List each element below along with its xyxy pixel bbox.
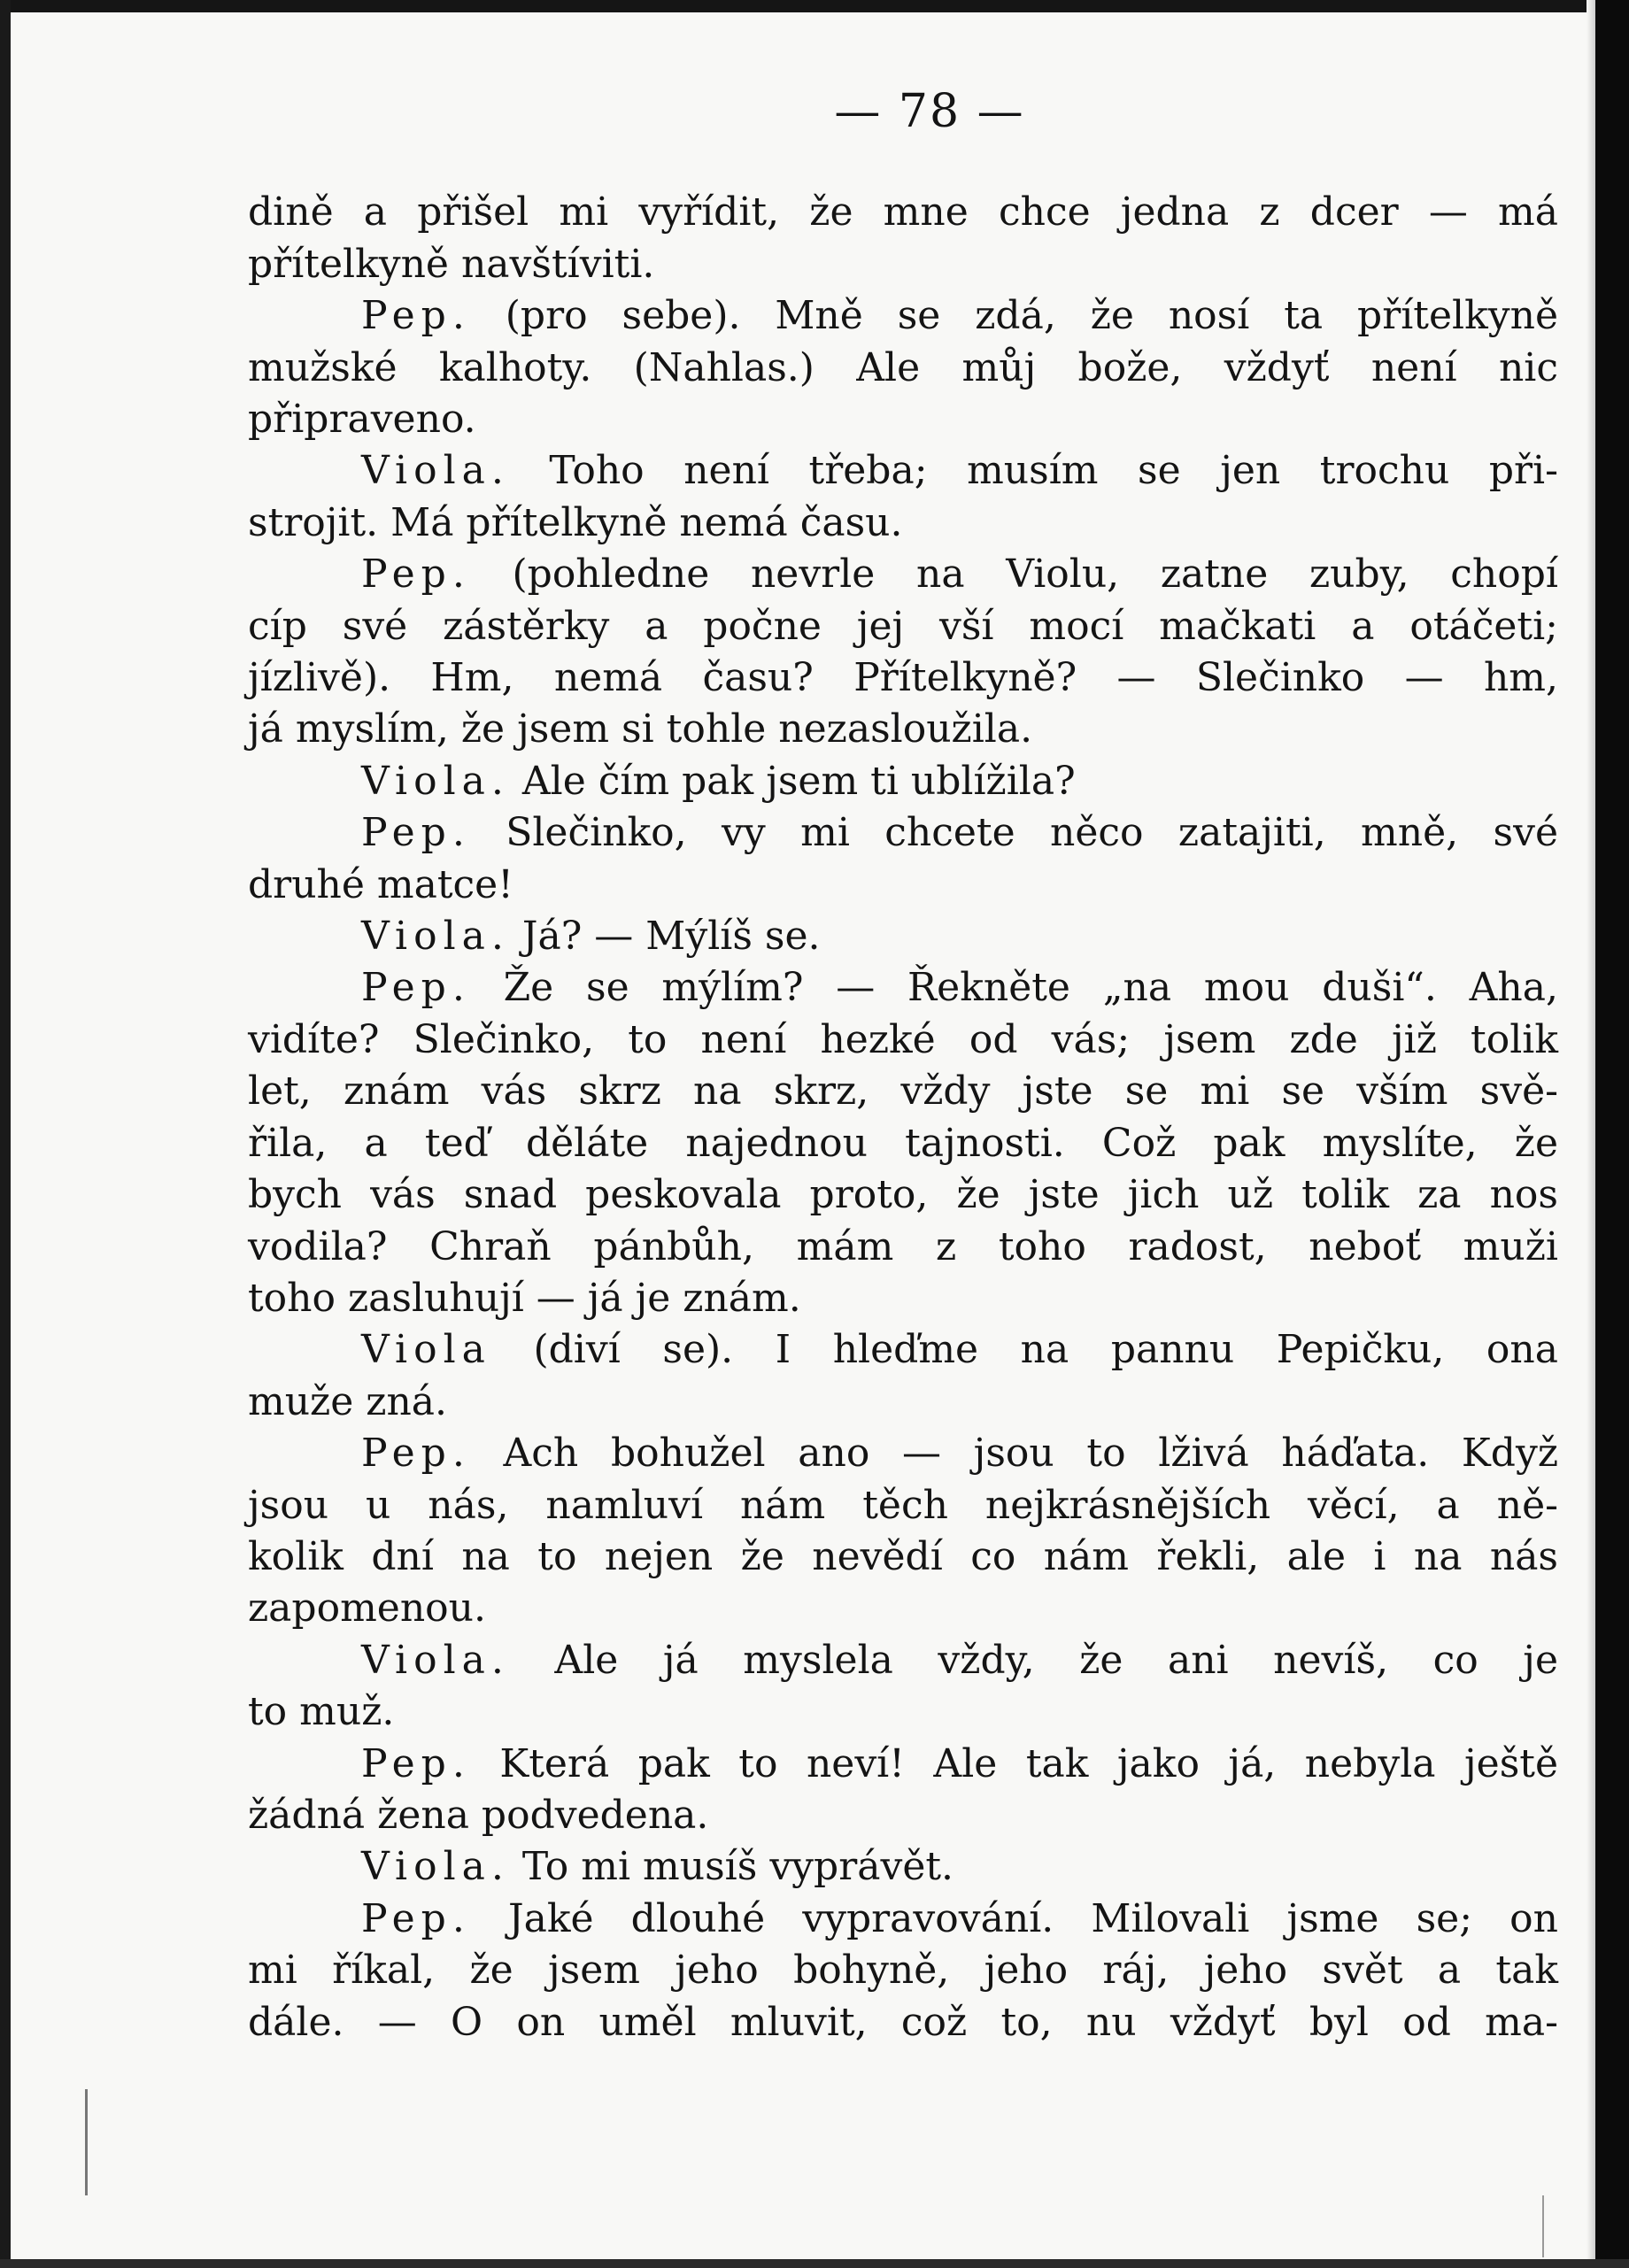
line-text: dále. — O on uměl mluvit, což to, nu vždyť byl od ma- <box>248 1999 1558 2045</box>
line-text: vodila? Chraň pánbůh, mám z toho radost, neboť muži <box>248 1223 1558 1269</box>
text-line <box>248 601 1558 652</box>
text-line <box>248 1790 1558 1841</box>
line-text: cíp své zástěrky a počne jej vší mocí mačkati a otáčeti; <box>248 603 1558 649</box>
line-text: Já? — Mýlíš se. <box>509 914 821 960</box>
line-text: vidíte? Slečinko, to není hezké od vás; jsem zde již tolik <box>248 1016 1558 1062</box>
text-line <box>248 394 1558 445</box>
line-text: Jaké dlouhé vypravování. Milovali jsme se; on <box>470 1895 1558 1941</box>
text-line <box>248 1377 1558 1428</box>
text-line <box>248 911 1558 962</box>
line-text: (diví se). I hleďme na pannu Pepičku, ona <box>490 1327 1558 1373</box>
line-text: mužské kalhoty. (Nahlas.) Ale můj bože, vždyť není nic <box>248 344 1558 390</box>
text-line <box>248 1997 1558 2048</box>
text-line <box>248 1686 1558 1738</box>
line-text: jízlivě). Hm, nemá času? Přítelkyně? — Slečinko — hm, <box>248 655 1558 701</box>
text-line <box>248 290 1558 342</box>
speaker-name: Pep. <box>361 810 471 856</box>
speaker-name: Pep. <box>361 1740 471 1786</box>
text-line <box>248 239 1558 290</box>
scan-border-left <box>0 0 11 2268</box>
text-line <box>248 860 1558 911</box>
speaker-name: Pep. <box>361 965 471 1011</box>
line-text: Ach bohužel ano — jsou to lživá háďata. Když <box>470 1431 1558 1477</box>
text-line <box>248 756 1558 807</box>
scan-border-right <box>1595 0 1629 2268</box>
line-text: Že se mýlím? — Řekněte „na mou duši“. Aha, <box>470 965 1558 1011</box>
text-line <box>248 807 1558 859</box>
speaker-name: Viola. <box>361 1637 510 1683</box>
text-line <box>248 1480 1558 1531</box>
scan-border-bottom <box>0 2259 1629 2268</box>
text-line <box>248 1014 1558 1066</box>
text-line <box>248 1841 1558 1893</box>
text-line <box>248 1894 1558 1945</box>
scan-artifact <box>85 2089 88 2195</box>
text-line <box>248 498 1558 549</box>
line-text: jsou u nás, namluví nám těch nejkrásnějších věcí, a ně- <box>248 1482 1558 1528</box>
text-line <box>248 1945 1558 1996</box>
page-content <box>248 84 1558 2048</box>
line-text: strojit. Má přítelkyně nemá času. <box>248 499 903 545</box>
line-text: Ale čím pak jsem ti ublížila? <box>509 758 1076 804</box>
text-line <box>248 549 1558 600</box>
speaker-name: Pep. <box>361 552 471 598</box>
text-line <box>248 1583 1558 1634</box>
speaker-name: Viola. <box>361 758 510 804</box>
line-text: bych vás snad peskovala proto, že jste jich už tolik za nos <box>248 1172 1558 1218</box>
line-text: Ale já myslela vždy, že ani nevíš, co je <box>509 1637 1558 1683</box>
line-text: já myslím, že jsem si tohle nezasloužila. <box>248 706 1033 752</box>
speaker-name: Viola. <box>361 914 510 960</box>
text-line <box>248 962 1558 1014</box>
speaker-name: Pep. <box>361 1895 471 1941</box>
line-text: mi říkal, že jsem jeho bohyně, jeho ráj, jeho svět a tak <box>248 1948 1558 1994</box>
text-line <box>248 1222 1558 1273</box>
text-line <box>248 343 1558 394</box>
text-line <box>248 1118 1558 1169</box>
line-text: muže zná. <box>248 1378 448 1424</box>
text-line <box>248 1635 1558 1686</box>
line-text: žádná žena podvedena. <box>248 1792 709 1838</box>
text-line <box>248 1739 1558 1790</box>
text-line <box>248 1428 1558 1479</box>
line-text: Která pak to neví! Ale tak jako já, nebyla ještě <box>470 1740 1558 1786</box>
speaker-name: Viola. <box>361 448 510 494</box>
line-text: Slečinko, vy mi chcete něco zatajiti, mně, své <box>470 810 1558 856</box>
line-text: toho zasluhují — já je znám. <box>248 1275 801 1321</box>
text-line <box>248 704 1558 755</box>
line-text: let, znám vás skrz na skrz, vždy jste se mi se vším svě- <box>248 1068 1558 1115</box>
line-text: To mi musíš vyprávět. <box>509 1844 954 1890</box>
line-text: připraveno. <box>248 397 476 443</box>
text-line <box>248 1273 1558 1324</box>
text-line <box>248 1531 1558 1583</box>
line-text: kolik dní na to nejen že nevědí co nám řekli, ale i na nás <box>248 1533 1558 1579</box>
scan-shadow-right <box>1587 0 1595 2268</box>
text-line <box>248 187 1558 238</box>
scan-artifact <box>1542 2195 1544 2257</box>
text-line <box>248 652 1558 704</box>
line-text: (pro sebe). Mně se zdá, že nosí ta přítelkyně <box>470 293 1558 339</box>
text-line <box>248 445 1558 497</box>
line-text: řila, a teď děláte najednou tajnosti. Což pak myslíte, že <box>248 1120 1558 1166</box>
line-text: (pohledne nevrle na Violu, zatne zuby, chopí <box>470 552 1558 598</box>
speaker-name: Pep. <box>361 293 471 339</box>
speaker-name: Pep. <box>361 1431 471 1477</box>
line-text: Toho není třeba; musím se jen trochu při- <box>509 448 1558 494</box>
line-text: dině a přišel mi vyřídit, že mne chce jedna z dcer — má <box>248 189 1558 235</box>
line-text: druhé matce! <box>248 861 513 907</box>
speaker-name: Viola. <box>361 1844 510 1890</box>
line-text: to muž. <box>248 1689 395 1735</box>
text-line <box>248 1066 1558 1117</box>
speaker-name: Viola <box>361 1327 491 1373</box>
text-line <box>248 1324 1558 1376</box>
scan-border-top <box>0 0 1629 12</box>
text-line <box>248 1169 1558 1221</box>
line-text: zapomenou. <box>248 1585 486 1632</box>
line-text: přítelkyně navštíviti. <box>248 241 655 287</box>
page-number: — 78 — <box>834 85 1025 138</box>
body-text <box>248 187 1558 2048</box>
